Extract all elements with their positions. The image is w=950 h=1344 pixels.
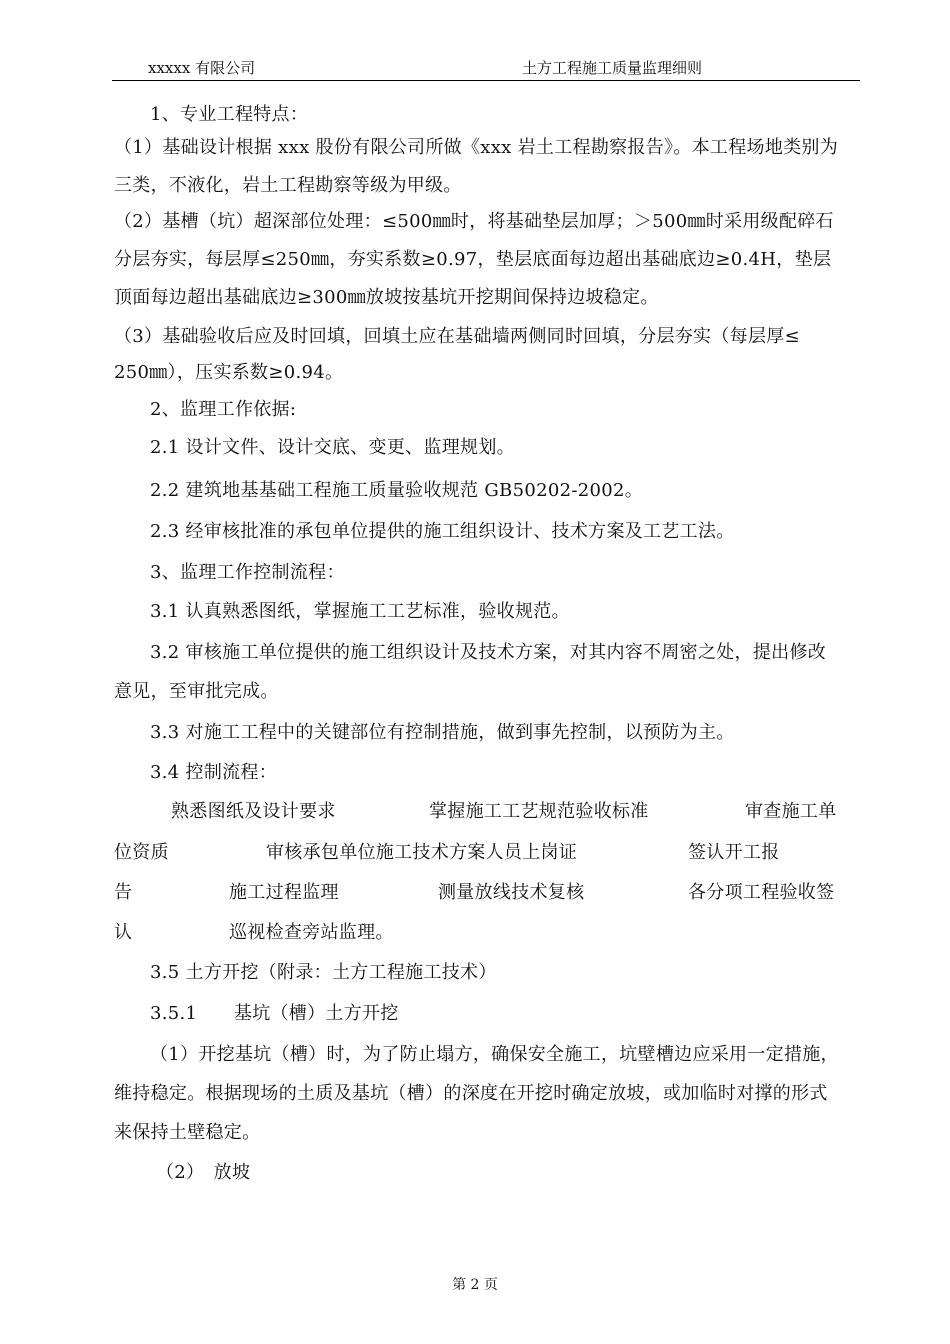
paragraph-line: （1）开挖基坑（槽）时，为了防止塌方，确保安全施工，坑壁槽边应采用一定措施， (150, 1044, 839, 1065)
section-heading-1: 1、专业工程特点： (150, 104, 309, 125)
subsection-heading: 3.5.1 基坑（槽）土方开挖 (150, 1003, 399, 1024)
paragraph-line: 2.2 建筑地基基础工程施工质量验收规范 GB50202-2002。 (150, 480, 644, 501)
paragraph-line: 意见，至审批完成。 (114, 681, 279, 702)
paragraph-line: 250㎜），压实系数≥0.94。 (114, 362, 344, 383)
paragraph-line: 顶面每边超出基础底边≥300㎜放坡按基坑开挖期间保持边坡稳定。 (114, 287, 659, 308)
paragraph-line: 2.1 设计文件、设计交底、变更、监理规划。 (150, 437, 515, 458)
paragraph-line: （2）基槽（坑）超深部位处理：≤500㎜时，将基础垫层加厚；＞500㎜时采用级配碎石 (114, 211, 834, 232)
section-heading-2: 2、监理工作依据: (150, 399, 297, 420)
company-name: xxxxx 有限公司 (148, 59, 256, 77)
paragraph-line: 3.2 审核施工单位提供的施工组织设计及技术方案，对其内容不周密之处，提出修改 (150, 642, 827, 663)
paragraph-line: （3）基础验收后应及时回填，回填土应在基础墙两侧同时回填，分层夯实（每层厚≤ (114, 326, 800, 347)
page-number: 第 2 页 (452, 1277, 498, 1293)
flow-step: 各分项工程验收签 (688, 882, 835, 903)
paragraph-line: 2.3 经审核批准的承包单位提供的施工组织设计、技术方案及工艺工法。 (150, 521, 735, 542)
flow-step: 位资质 (114, 842, 169, 863)
section-heading-3: 3、监理工作控制流程： (150, 562, 345, 583)
flow-step: 熟悉图纸及设计要求 (171, 801, 336, 822)
flow-step: 掌握施工工艺规范验收标准 (429, 801, 649, 822)
flow-step: 签认开工报 (688, 842, 780, 863)
flow-step: 认 (114, 922, 133, 943)
paragraph-line: 分层夯实，每层厚≤250㎜，夯实系数≥0.97，垫层底面每边超出基础底边≥0.4H，垫层 (114, 249, 832, 270)
paragraph-line: （1）基础设计根据 xxx 股份有限公司所做《xxx 岩土工程勘察报告》。本工程场地类别为 (114, 137, 839, 158)
paragraph-line: 3.4 控制流程： (150, 762, 278, 783)
paragraph-line: 3.3 对施工工程中的关键部位有控制措施，做到事先控制，以预防为主。 (150, 722, 735, 743)
page-header (112, 54, 860, 81)
flow-step: 告 (114, 882, 133, 903)
flow-step: 审核承包单位施工技术方案人员上岗证 (266, 842, 578, 863)
paragraph-line: 3.1 认真熟悉图纸，掌握施工工艺标准，验收规范。 (150, 601, 570, 622)
paragraph-line: 三类，不液化，岩土工程勘察等级为甲级。 (114, 175, 462, 196)
flow-step: 巡视检查旁站监理。 (229, 922, 394, 943)
paragraph-line: 来保持土壁稳定。 (114, 1122, 261, 1143)
paragraph-line: 维持稳定。根据现场的土质及基坑（槽）的深度在开挖时确定放坡，或加临时对撑的形式 (114, 1083, 828, 1104)
flow-step: 审查施工单 (745, 801, 837, 822)
paragraph-line: （2） 放坡 (156, 1162, 251, 1183)
flow-step: 测量放线技术复核 (438, 882, 585, 903)
flow-step: 施工过程监理 (229, 882, 339, 903)
subsection-heading: 3.5 土方开挖（附录：土方工程施工技术） (150, 962, 497, 983)
document-title: 土方工程施工质量监理细则 (522, 59, 703, 77)
